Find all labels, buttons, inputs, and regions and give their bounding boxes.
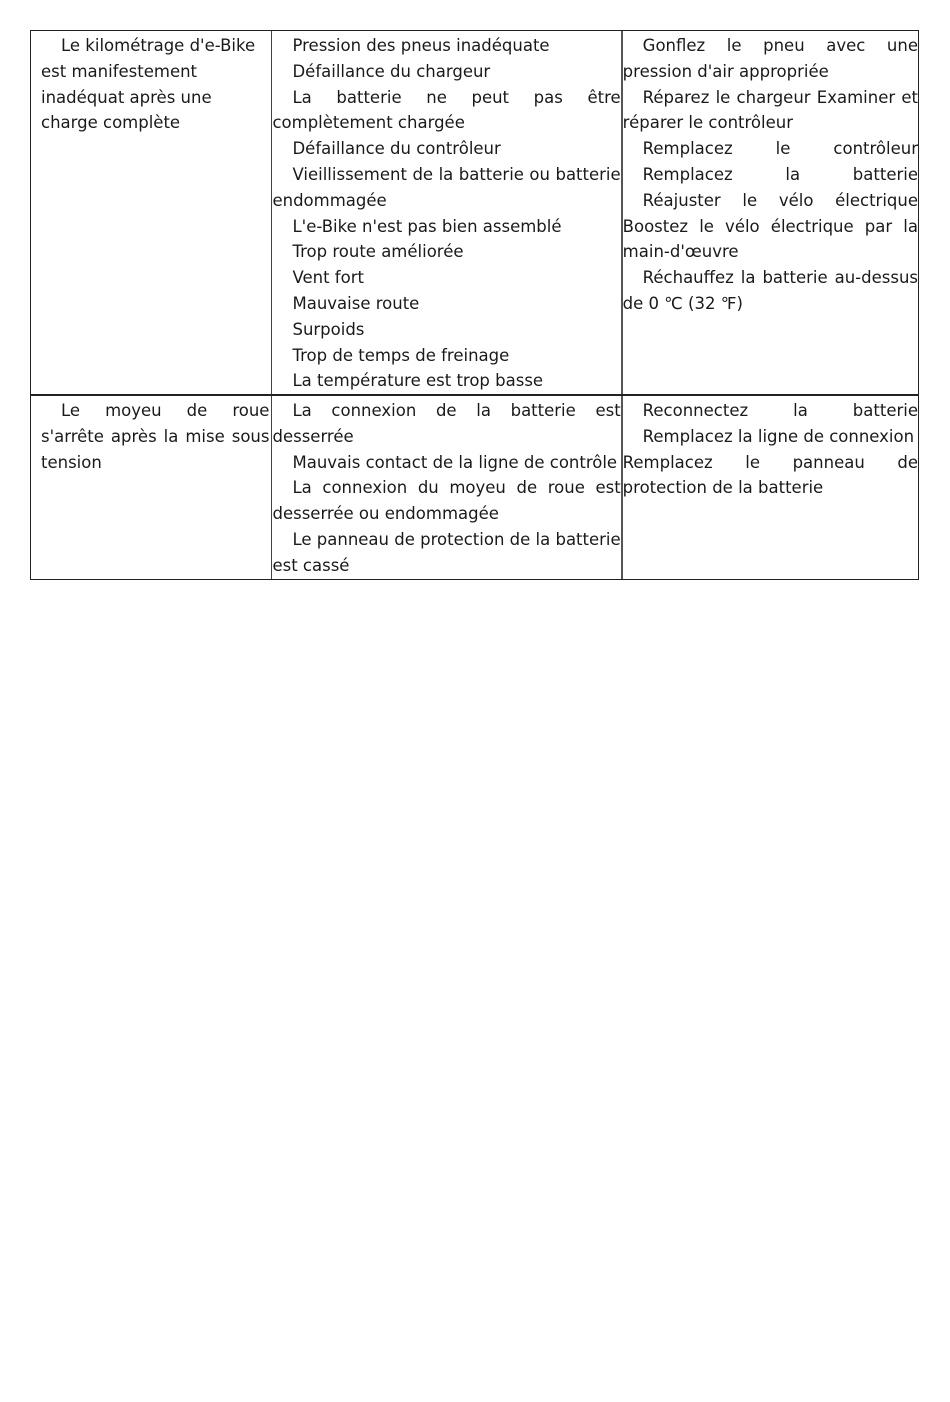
cause-item: Vent fort [292,268,364,288]
cause-item: La connexion de la batterie est desserrée [272,401,621,446]
solution-item: Remplacez la batterie [642,164,918,184]
solution-item: Remplacez le contrôleur [642,139,918,159]
cause-item: Surpoids [292,319,365,339]
cause-item: La connexion du moyeu de roue est desserrée ou endommagée [272,478,621,524]
cause-item: Le panneau de protection de la batterie est cassé [272,529,621,575]
problem-cell [31,31,272,394]
solution-item: Réparez le chargeur Examiner et réparer le contrôleur [622,87,918,133]
cause-item: Vieillissement de la batterie ou batterie endommagée [272,164,621,210]
cause-item: Pression des pneus inadéquate [292,36,550,55]
table-row [31,396,918,579]
causes-cell [272,396,622,579]
solution-item: Réajuster le vélo électrique Boostez le vélo électrique par la main-d'œuvre [622,190,918,262]
problem-cell [31,396,272,579]
problem-text: Le moyeu de roue s'arrête après la mise sous tension [41,401,270,472]
cause-item: Défaillance du chargeur [292,61,491,81]
cause-item: La température est trop basse [292,371,544,391]
solution-item: Réchauffez la batterie au-dessus de 0 ℃ (32 ℉) [622,268,918,313]
solution-item: Gonflez le pneu avec une pression d'air appropriée [622,36,918,81]
cause-item: L'e-Bike n'est pas bien assemblé [292,216,562,236]
cause-item: Trop route améliorée [292,242,464,262]
solutions-cell [623,31,918,394]
problem-text: Le kilométrage d'e-Bike est manifestement inadéquat après une charge complète [41,36,256,133]
solution-item: Reconnectez la batterie [642,401,918,420]
cause-item: Trop de temps de freinage [292,345,510,365]
troubleshooting-table [30,30,919,580]
cause-item: Mauvaise route [292,293,420,313]
solution-item: Remplacez le panneau de protection de la batterie [622,452,918,498]
cause-item: Défaillance du contrôleur [292,139,501,159]
cause-item: La batterie ne peut pas être complètement chargée [272,87,621,133]
table-row [31,31,918,396]
causes-cell [272,31,622,394]
solution-item: Remplacez la ligne de connexion [642,426,915,446]
cause-item: Mauvais contact de la ligne de contrôle [292,452,618,472]
solutions-cell [623,396,918,579]
